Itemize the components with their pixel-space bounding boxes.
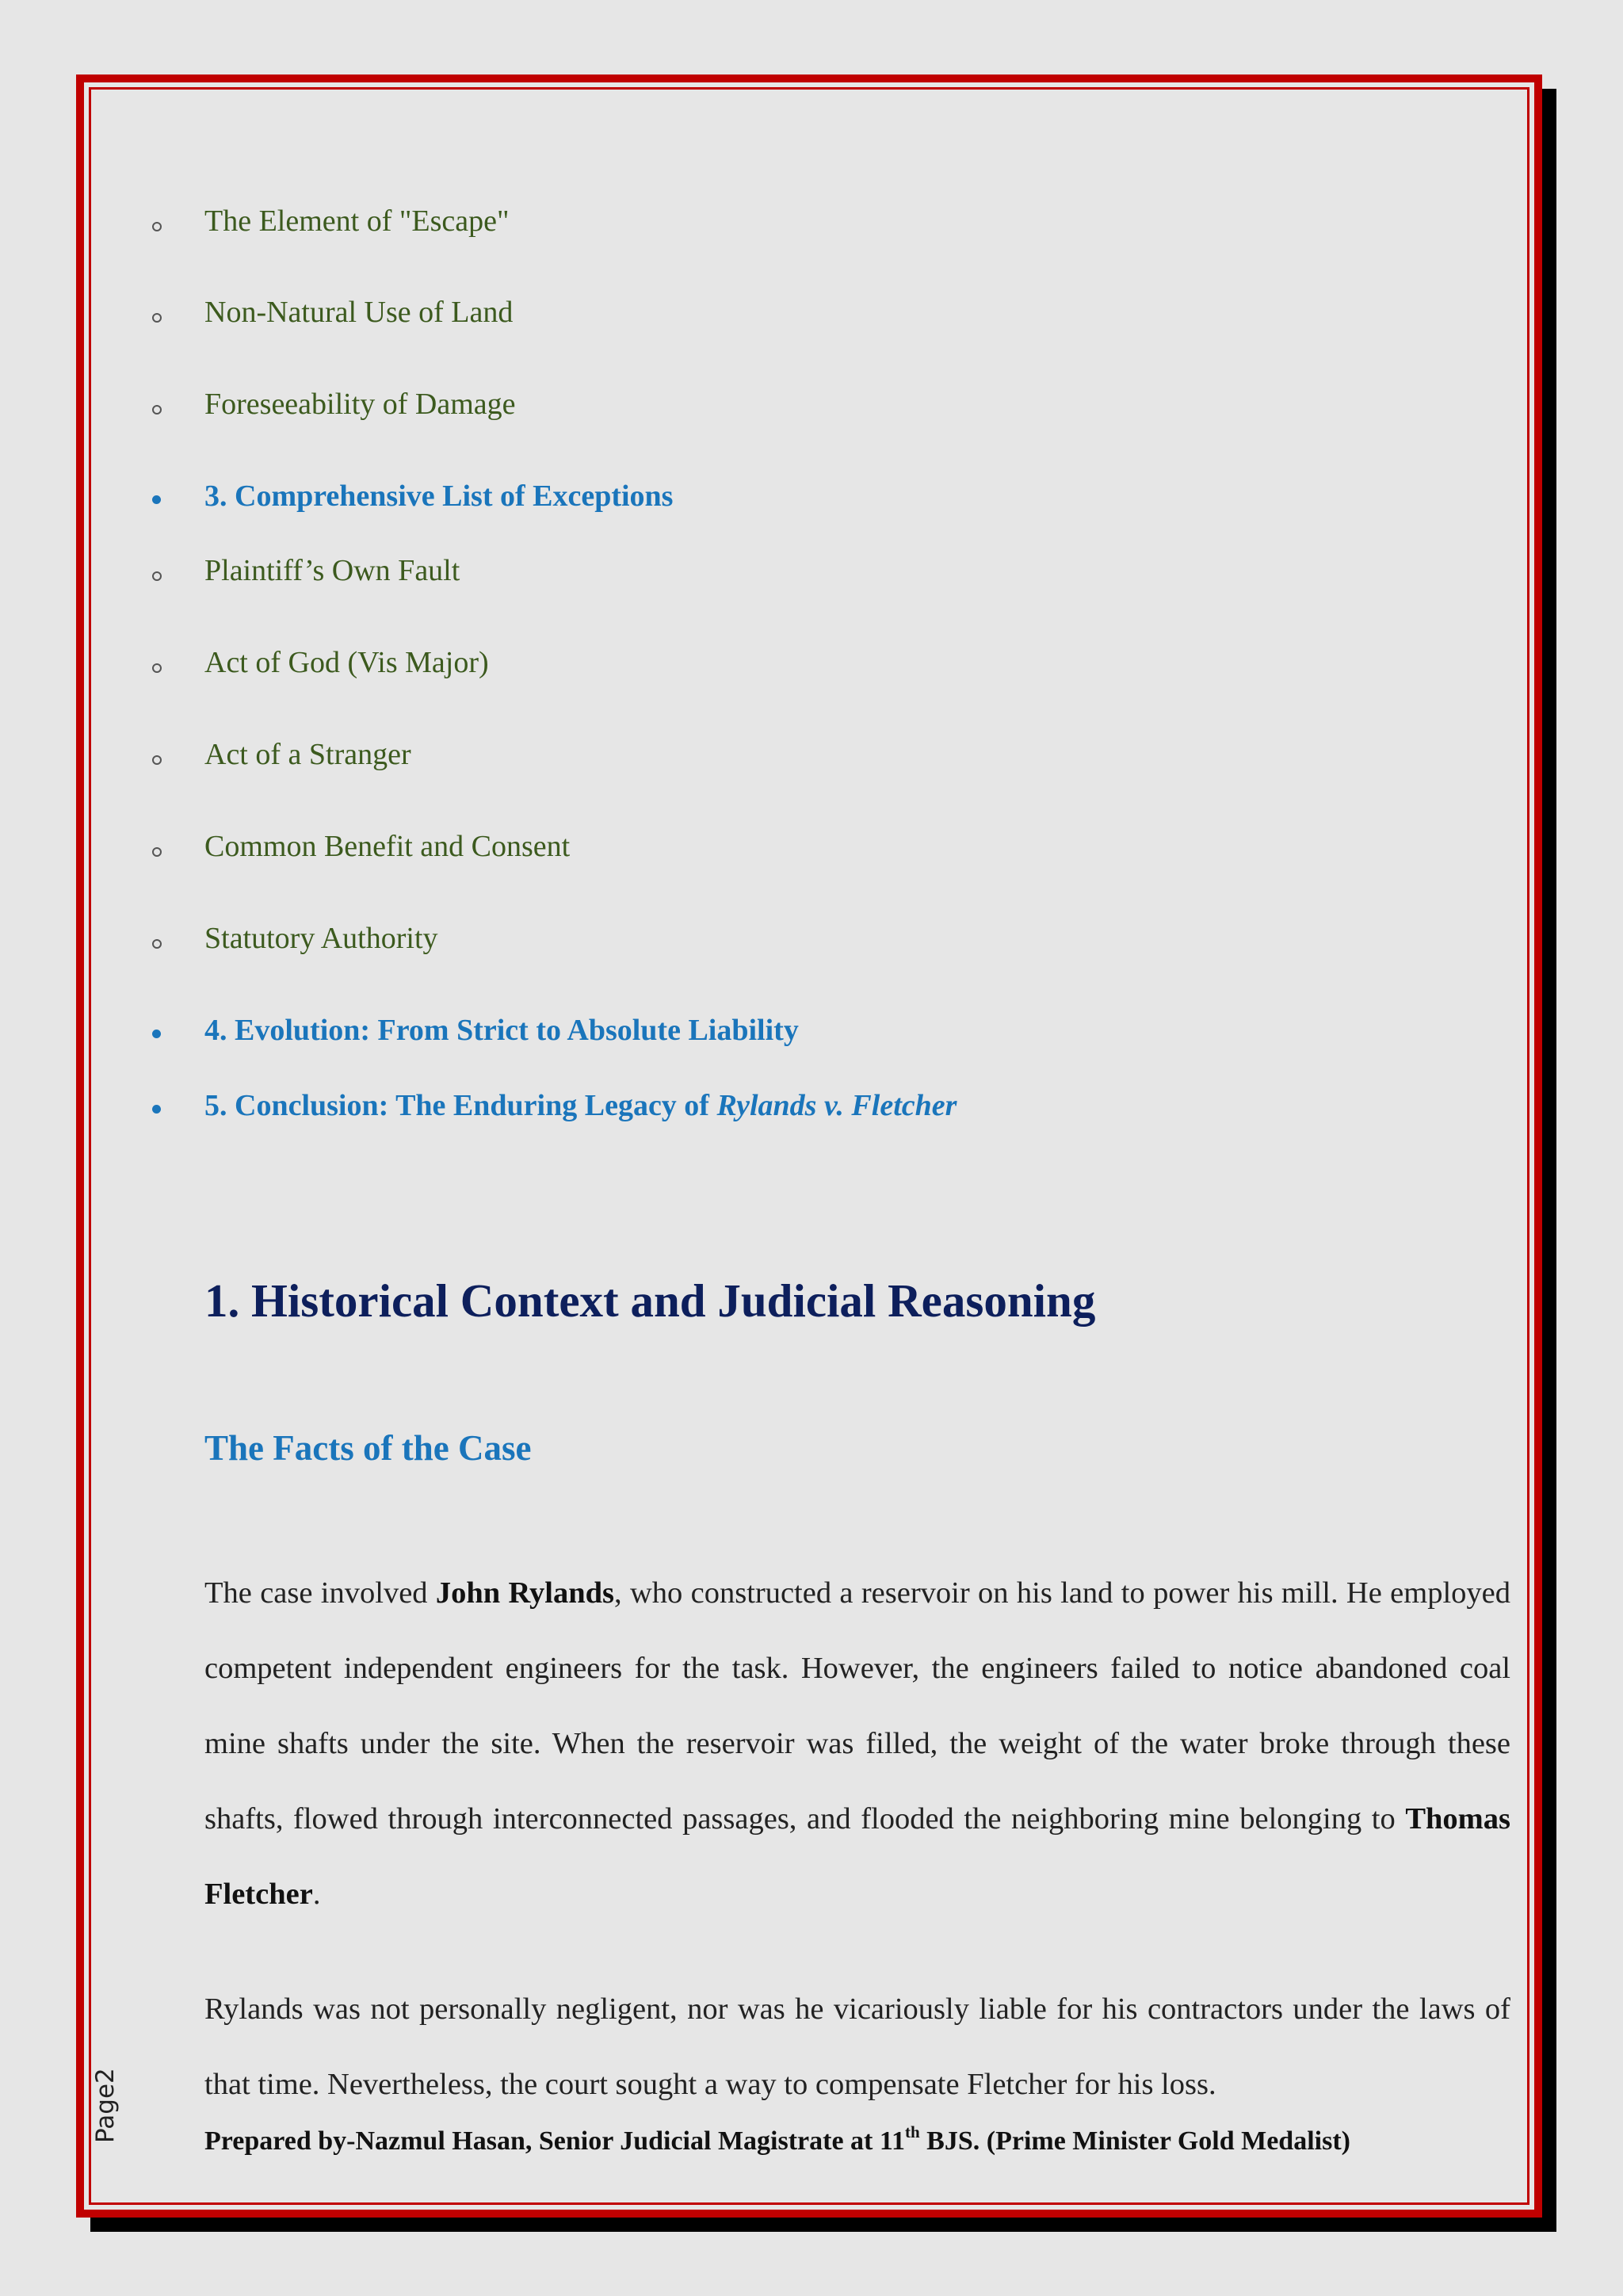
filled-disc-bullet-icon <box>152 495 161 504</box>
document-page <box>76 74 1542 2218</box>
body-paragraph <box>204 1556 1510 1932</box>
section-heading: 1. Historical Context and Judicial Reasoning <box>204 1274 1096 1327</box>
toc-item-label: Act of a Stranger <box>204 738 411 771</box>
subsection-heading: The Facts of the Case <box>204 1428 532 1468</box>
filled-disc-bullet-icon <box>152 1105 161 1114</box>
page-number: Page2 <box>91 2068 120 2143</box>
hollow-circle-bullet-icon <box>152 222 162 231</box>
bold-name: Thomas Fletcher <box>204 1802 1510 1911</box>
bold-name: John Rylands <box>435 1576 614 1610</box>
toc-item-label: The Element of "Escape" <box>204 204 510 238</box>
footer-text: Prepared by-Nazmul Hasan, Senior Judicial Magistrate at 11 <box>204 2126 905 2156</box>
hollow-circle-bullet-icon <box>152 571 162 581</box>
paragraph-text: , who constructed a reservoir on his land to power his mill. He employed competent independent engineers for the task. However, the engineers failed to notice abandoned coal mine shafts under the site. When the reservoir was filled, the weight of the water broke through these shafts, flowed through interconnected passages, and flooded the neighboring mine belonging to <box>204 1576 1510 1836</box>
toc-section-label <box>204 1091 957 1121</box>
hollow-circle-bullet-icon <box>152 405 162 415</box>
page-footer <box>204 2122 1350 2156</box>
hollow-circle-bullet-icon <box>152 847 162 857</box>
toc-item-label: Plaintiff’s Own Fault <box>204 554 460 587</box>
hollow-circle-bullet-icon <box>152 313 162 323</box>
filled-disc-bullet-icon <box>152 1030 161 1038</box>
hollow-circle-bullet-icon <box>152 939 162 949</box>
paragraph-text: The case involved <box>204 1576 436 1610</box>
toc-item-label: Foreseeability of Damage <box>204 388 516 421</box>
toc-item-label: Statutory Authority <box>204 922 438 955</box>
body-paragraph: Rylands was not personally negligent, nor was he vicariously liable for his contractors under the laws of that time. Nevertheless, the court sought a way to compensate Fletcher for his loss. <box>204 1992 1510 2101</box>
hollow-circle-bullet-icon <box>152 755 162 765</box>
toc-section-label-prefix: 5. Conclusion: The Enduring Legacy of <box>204 1089 717 1122</box>
toc-item-label: Act of God (Vis Major) <box>204 646 489 679</box>
case-name-italic: Rylands v. Fletcher <box>716 1089 957 1122</box>
toc-item-label: Non-Natural Use of Land <box>204 296 514 329</box>
hollow-circle-bullet-icon <box>152 663 162 673</box>
toc-section-label: 3. Comprehensive List of Exceptions <box>204 479 674 513</box>
toc-item-label: Common Benefit and Consent <box>204 830 571 863</box>
ordinal-suffix: th <box>904 2122 920 2141</box>
toc-section-label: 4. Evolution: From Strict to Absolute Liability <box>204 1014 799 1047</box>
footer-text: BJS. (Prime Minister Gold Medalist) <box>919 2126 1350 2156</box>
paragraph-text: . <box>312 1878 321 1911</box>
